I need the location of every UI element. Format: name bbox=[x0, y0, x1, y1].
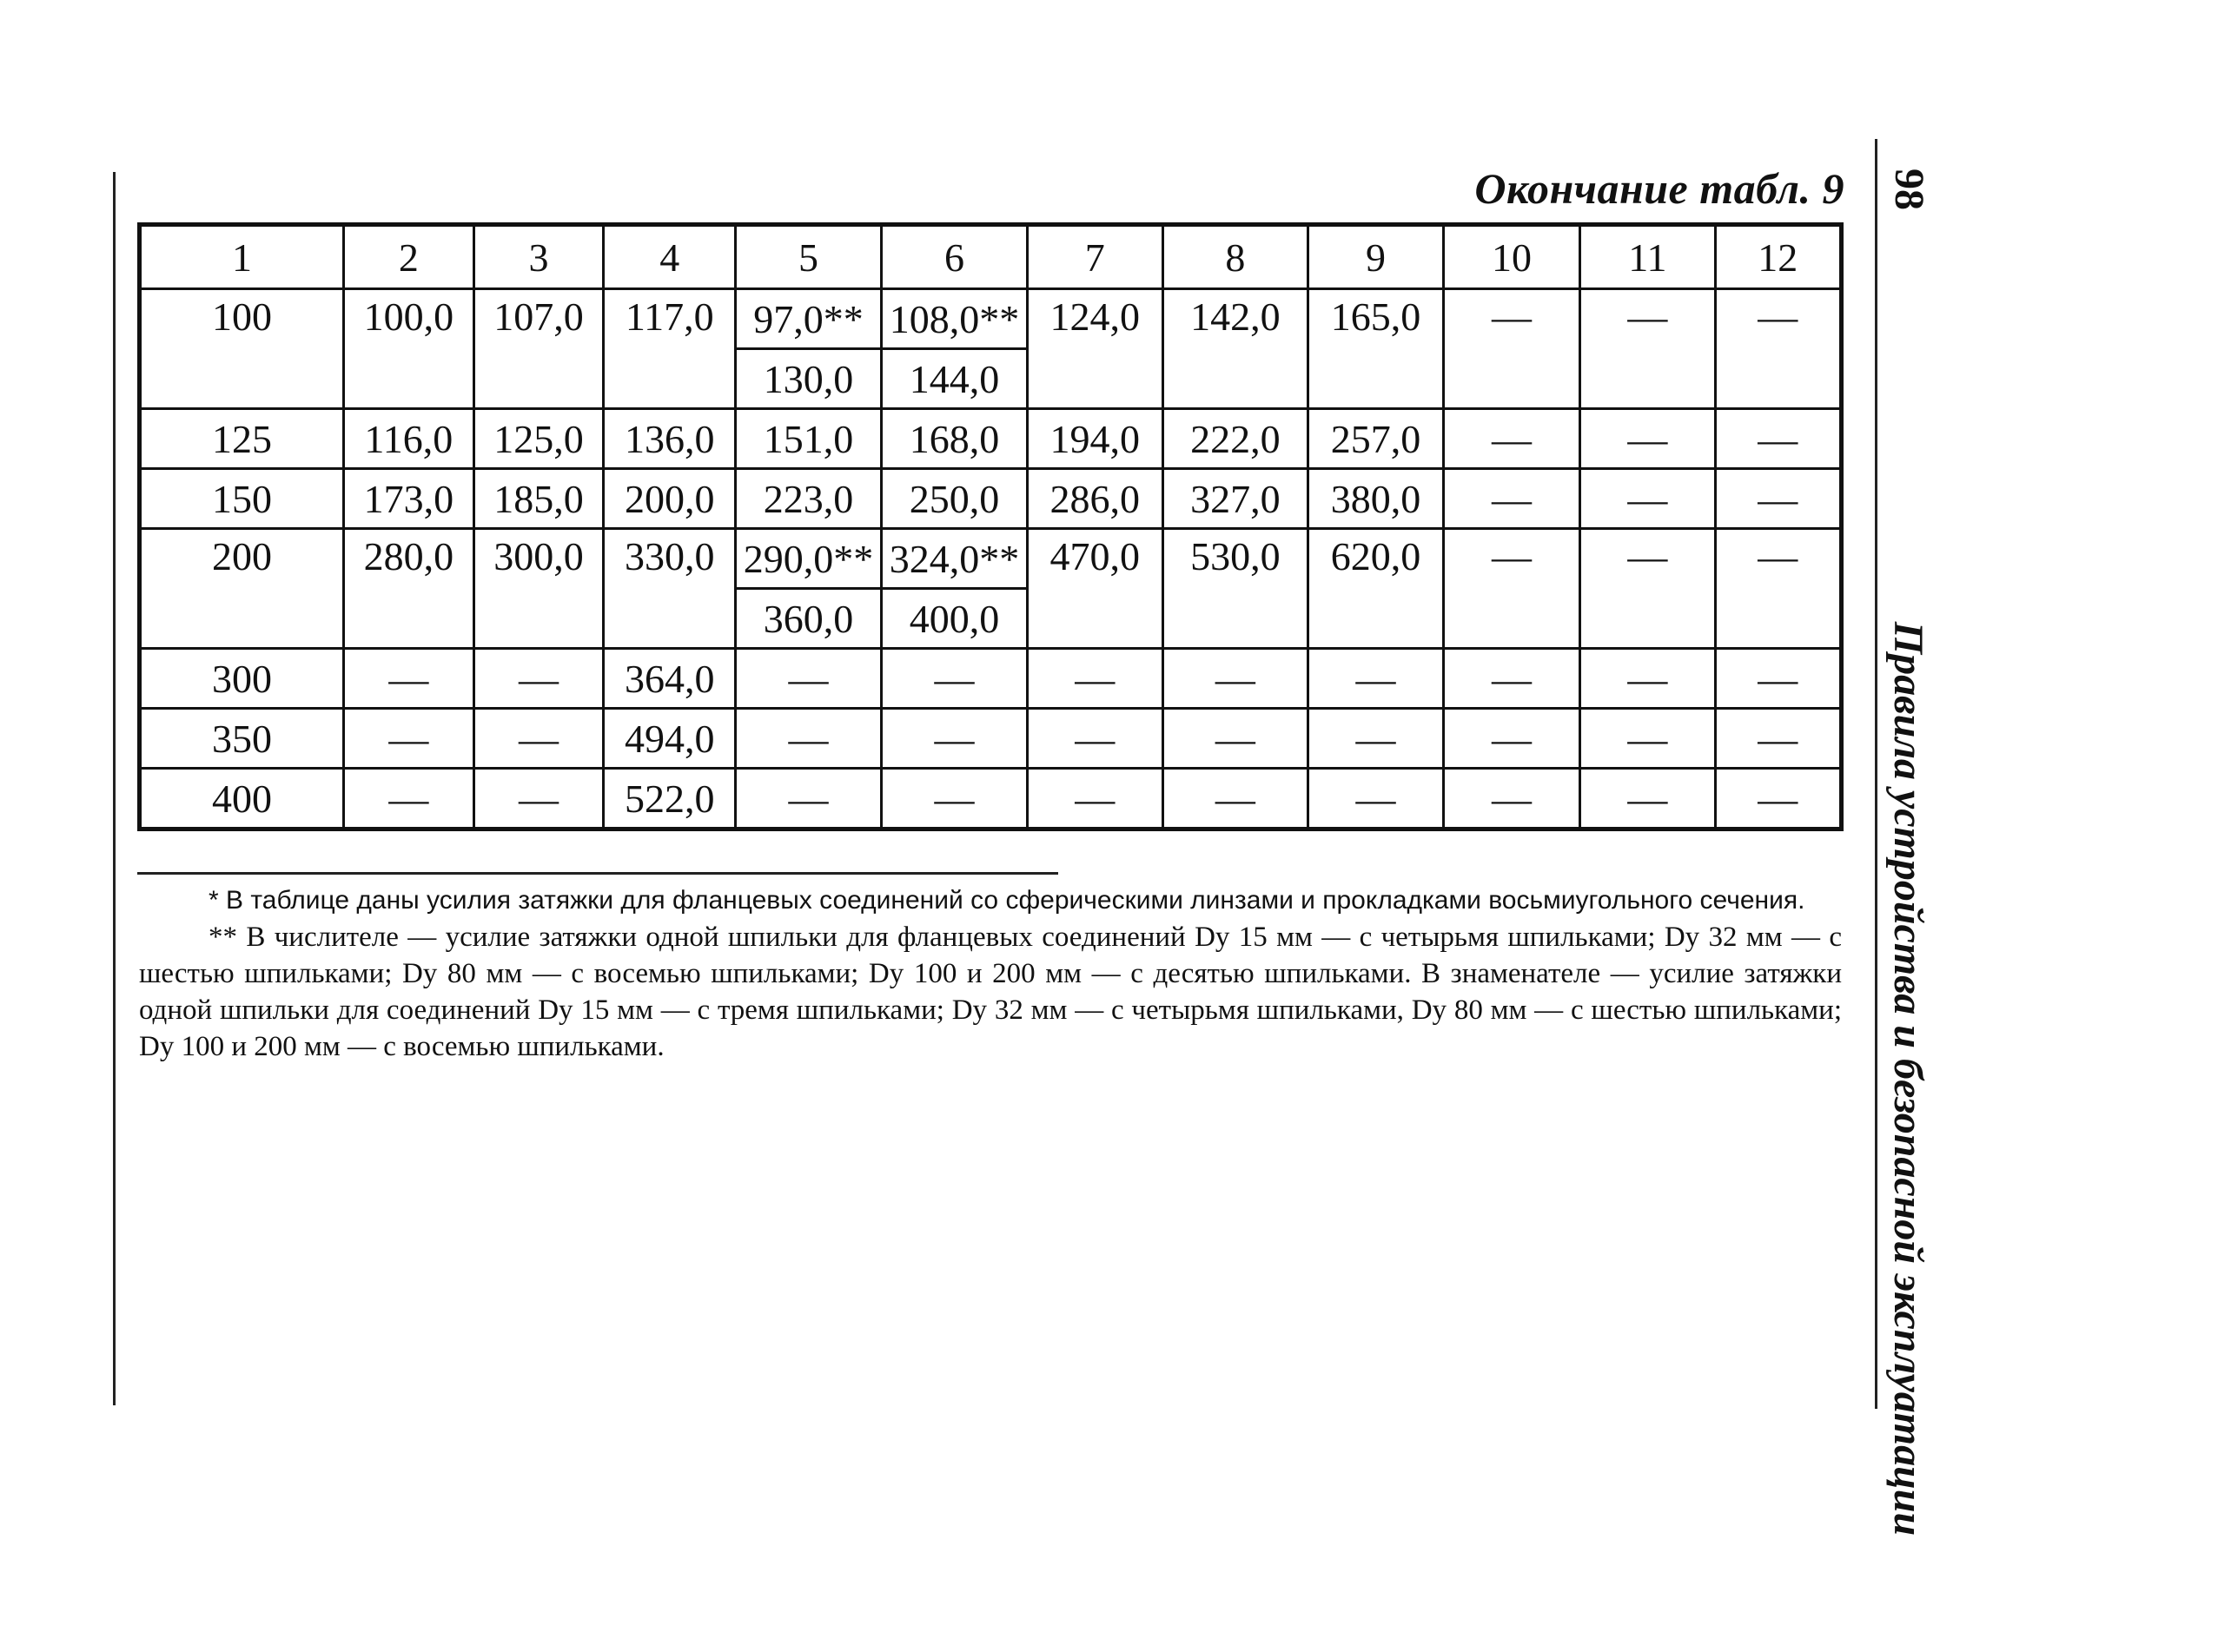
table-cell: 494,0 bbox=[604, 709, 736, 769]
table-cell-denominator: 130,0 bbox=[736, 349, 882, 409]
table-row bbox=[140, 469, 1842, 529]
table-cell-numerator: 97,0** bbox=[736, 289, 882, 349]
column-header: 12 bbox=[1715, 225, 1841, 289]
table-cell: — bbox=[882, 709, 1028, 769]
table-cell: 173,0 bbox=[343, 469, 473, 529]
table-cell: — bbox=[473, 709, 604, 769]
page-right-rule bbox=[1875, 139, 1877, 1409]
table-cell: 300,0 bbox=[473, 529, 604, 649]
table-row bbox=[140, 649, 1842, 709]
table-cell: 100,0 bbox=[343, 289, 473, 409]
column-header: 10 bbox=[1443, 225, 1579, 289]
table-cell: — bbox=[882, 769, 1028, 829]
table-cell: 364,0 bbox=[604, 649, 736, 709]
table-cell: 400 bbox=[140, 769, 344, 829]
table-cell: 124,0 bbox=[1027, 289, 1162, 409]
table-cell-denominator: 360,0 bbox=[736, 589, 882, 649]
table-cell: 116,0 bbox=[343, 409, 473, 469]
table-cell: 300 bbox=[140, 649, 344, 709]
table-cell: 470,0 bbox=[1027, 529, 1162, 649]
table-cell: 350 bbox=[140, 709, 344, 769]
table-cell: — bbox=[1580, 289, 1715, 409]
table-cell: 117,0 bbox=[604, 289, 736, 409]
table-cell: — bbox=[1443, 469, 1579, 529]
table-cell: 223,0 bbox=[736, 469, 882, 529]
table-cell: — bbox=[1580, 529, 1715, 649]
page-left-rule bbox=[113, 172, 116, 1405]
table-footnotes bbox=[139, 882, 1842, 1065]
table-cell: — bbox=[1715, 289, 1841, 409]
table-cell: — bbox=[736, 649, 882, 709]
table-cell: — bbox=[736, 769, 882, 829]
column-header: 9 bbox=[1308, 225, 1444, 289]
table-cell: — bbox=[1580, 469, 1715, 529]
table-cell: — bbox=[1027, 709, 1162, 769]
table-row bbox=[140, 769, 1842, 829]
table-cell: 185,0 bbox=[473, 469, 604, 529]
table-cell: 125,0 bbox=[473, 409, 604, 469]
table-cell: 151,0 bbox=[736, 409, 882, 469]
column-header: 6 bbox=[882, 225, 1028, 289]
table-cell: — bbox=[1580, 709, 1715, 769]
table-cell: 200,0 bbox=[604, 469, 736, 529]
table-header-row bbox=[140, 225, 1842, 289]
table-cell: — bbox=[1443, 769, 1579, 829]
column-header: 4 bbox=[604, 225, 736, 289]
table-cell: — bbox=[1715, 769, 1841, 829]
table-caption: Окончание табл. 9 bbox=[1474, 164, 1844, 213]
table-cell-denominator: 144,0 bbox=[882, 349, 1028, 409]
page-number: 98 bbox=[1886, 169, 1932, 210]
table-cell-numerator: 290,0** bbox=[736, 529, 882, 589]
table-cell: — bbox=[1715, 409, 1841, 469]
table-cell: 136,0 bbox=[604, 409, 736, 469]
table-cell: 200 bbox=[140, 529, 344, 649]
table-cell: — bbox=[1162, 649, 1308, 709]
column-header: 3 bbox=[473, 225, 604, 289]
table-cell: — bbox=[343, 769, 473, 829]
table-cell: — bbox=[1027, 649, 1162, 709]
table-cell: 222,0 bbox=[1162, 409, 1308, 469]
table-cell: 107,0 bbox=[473, 289, 604, 409]
table-cell: — bbox=[1443, 709, 1579, 769]
table-cell: — bbox=[1580, 769, 1715, 829]
table-cell: 125 bbox=[140, 409, 344, 469]
table-cell: 100 bbox=[140, 289, 344, 409]
table-cell: — bbox=[1715, 469, 1841, 529]
column-header: 8 bbox=[1162, 225, 1308, 289]
table-cell: 530,0 bbox=[1162, 529, 1308, 649]
column-header: 1 bbox=[140, 225, 344, 289]
table-cell: 165,0 bbox=[1308, 289, 1444, 409]
table-cell: 250,0 bbox=[882, 469, 1028, 529]
table-cell: — bbox=[1308, 769, 1444, 829]
table-cell: 257,0 bbox=[1308, 409, 1444, 469]
table-cell: — bbox=[343, 709, 473, 769]
table-cell: 330,0 bbox=[604, 529, 736, 649]
table-cell: — bbox=[1308, 649, 1444, 709]
table-cell: — bbox=[1443, 409, 1579, 469]
table-row bbox=[140, 529, 1842, 589]
table-cell: — bbox=[1443, 289, 1579, 409]
footnote-single-star: * В таблице даны усилия затяжки для фланцевых соединений со сферическими линзами и прокладками восьмиугольного сечения. bbox=[209, 886, 1805, 915]
footnote-divider bbox=[137, 872, 1058, 875]
table-row bbox=[140, 709, 1842, 769]
column-header: 7 bbox=[1027, 225, 1162, 289]
footnote-double-star: ** В числителе — усилие затяжки одной шпильки для фланцевых соединений Dу 15 мм — с четырьмя шпильками; Dу 32 мм — с шестью шпильками; Dу 80 мм — с восемью шпильками; Dу 100 и 200 мм — с десятью шпильками. В знаменателе — усилие затяжки одной шпильки для соединений Dу 15 мм — с тремя шпильками; Dу 32 мм — с четырьмя шпильками, Dу 80 мм — с шестью шпильками; Dу 100 и 200 мм — с восемью шпильками. bbox=[139, 922, 1842, 1062]
table-cell: — bbox=[882, 649, 1028, 709]
table-cell: — bbox=[736, 709, 882, 769]
table-cell: 150 bbox=[140, 469, 344, 529]
table-cell: — bbox=[473, 649, 604, 709]
table-cell: — bbox=[1443, 649, 1579, 709]
running-title: Правила устройства и безопасной эксплуатации bbox=[1885, 621, 1931, 1536]
column-header: 5 bbox=[736, 225, 882, 289]
table-cell-numerator: 108,0** bbox=[882, 289, 1028, 349]
data-table bbox=[137, 222, 1844, 831]
table-cell: 327,0 bbox=[1162, 469, 1308, 529]
table-cell: 620,0 bbox=[1308, 529, 1444, 649]
table-cell: 142,0 bbox=[1162, 289, 1308, 409]
column-header: 2 bbox=[343, 225, 473, 289]
table-cell: 194,0 bbox=[1027, 409, 1162, 469]
table-cell: — bbox=[1443, 529, 1579, 649]
table-cell: — bbox=[1715, 709, 1841, 769]
table-cell: — bbox=[1308, 709, 1444, 769]
table-cell: 380,0 bbox=[1308, 469, 1444, 529]
table-cell: — bbox=[1715, 529, 1841, 649]
table-cell: — bbox=[473, 769, 604, 829]
column-header: 11 bbox=[1580, 225, 1715, 289]
table-cell: — bbox=[1162, 709, 1308, 769]
table-cell: — bbox=[1162, 769, 1308, 829]
table-cell: — bbox=[1027, 769, 1162, 829]
table-cell: — bbox=[1715, 649, 1841, 709]
table-cell: 168,0 bbox=[882, 409, 1028, 469]
table-row bbox=[140, 289, 1842, 349]
table-cell: 286,0 bbox=[1027, 469, 1162, 529]
table-cell: — bbox=[1580, 649, 1715, 709]
table-cell-denominator: 400,0 bbox=[882, 589, 1028, 649]
table-cell: 280,0 bbox=[343, 529, 473, 649]
table-row bbox=[140, 409, 1842, 469]
table-cell: — bbox=[1580, 409, 1715, 469]
table-cell: — bbox=[343, 649, 473, 709]
table-cell-numerator: 324,0** bbox=[882, 529, 1028, 589]
table-cell: 522,0 bbox=[604, 769, 736, 829]
